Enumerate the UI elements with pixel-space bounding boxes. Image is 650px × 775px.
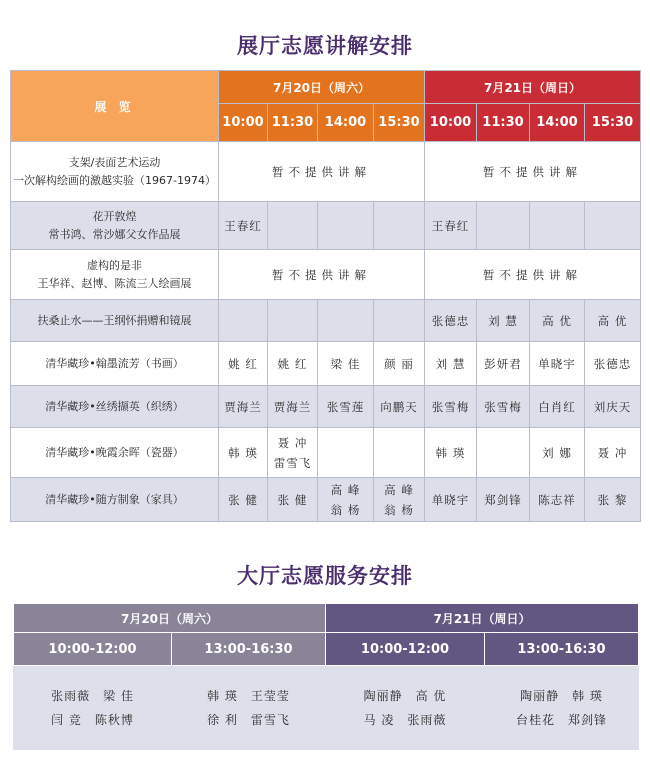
volunteer-name: 颜 丽 xyxy=(384,356,414,371)
no-service-note: 暂不提供讲解 xyxy=(219,142,425,202)
volunteer-name: 张雪莲 xyxy=(326,399,365,414)
volunteer-name: 张 黎 xyxy=(597,492,628,507)
volunteer-cell xyxy=(477,428,530,478)
service-volunteers xyxy=(326,666,485,750)
volunteer-name: 单晓宇 xyxy=(538,356,576,371)
volunteer-name: 雷雪飞 xyxy=(273,455,312,470)
exhibition-name xyxy=(11,300,219,342)
volunteer-cell xyxy=(318,478,374,522)
volunteer-name: 张雪梅 xyxy=(484,399,522,414)
exhibition-name xyxy=(11,250,219,300)
volunteer-cell xyxy=(425,342,477,386)
no-service-note: 暂不提供讲解 xyxy=(425,250,641,300)
volunteer-cell xyxy=(530,342,585,386)
volunteer-cell xyxy=(477,478,530,522)
volunteer-cell xyxy=(374,428,425,478)
schedule-row xyxy=(11,342,641,386)
volunteer-name: 翁 杨 xyxy=(330,502,361,517)
time-header: 10:00 xyxy=(219,104,268,142)
no-service-note: 暂不提供讲解 xyxy=(425,142,641,202)
volunteer-cell xyxy=(530,386,585,428)
schedule-row xyxy=(11,478,641,522)
volunteer-cell xyxy=(318,342,374,386)
volunteer-name: 王春红 xyxy=(431,218,470,233)
service-day2-header: 7月21日（周日） xyxy=(326,604,639,633)
service-title: 大厅志愿服务安排 xyxy=(237,564,413,588)
exhibition-name xyxy=(11,478,219,522)
volunteer-cell xyxy=(318,202,374,250)
volunteer-cell xyxy=(425,478,477,522)
volunteer-cell xyxy=(219,428,268,478)
volunteer-name: 姚 红 xyxy=(277,356,308,371)
exhibition-name xyxy=(11,386,219,428)
volunteer-name: 刘庆天 xyxy=(593,399,632,414)
day1-header: 7月20日（周六） xyxy=(219,71,425,104)
volunteer-line: 陶丽静 高 优 xyxy=(363,688,447,703)
volunteer-cell xyxy=(530,202,585,250)
volunteer-line: 韩 瑛 王莹莹 xyxy=(207,688,290,703)
volunteer-cell xyxy=(318,386,374,428)
volunteer-cell xyxy=(530,478,585,522)
volunteer-cell xyxy=(425,300,477,342)
volunteer-cell xyxy=(318,300,374,342)
no-service-note: 暂不提供讲解 xyxy=(219,250,425,300)
volunteer-cell xyxy=(268,202,318,250)
volunteer-name: 单晓宇 xyxy=(431,492,470,507)
volunteer-name: 王春红 xyxy=(224,218,262,233)
schedule-row xyxy=(11,142,641,202)
volunteer-name: 刘 慧 xyxy=(488,313,518,328)
schedule-row xyxy=(11,428,641,478)
schedule-row xyxy=(11,386,641,428)
schedule-row xyxy=(11,300,641,342)
exhibition-name xyxy=(11,428,219,478)
service-volunteers xyxy=(485,666,639,750)
time-header: 15:30 xyxy=(374,104,425,142)
exhibition-header: 展 览 xyxy=(11,71,219,142)
volunteer-line: 张雨薇 梁 佳 xyxy=(51,688,134,703)
volunteer-cell xyxy=(585,386,641,428)
volunteer-cell xyxy=(268,300,318,342)
volunteer-name: 贾海兰 xyxy=(273,399,312,414)
volunteer-name: 刘 娜 xyxy=(542,445,572,460)
volunteer-cell xyxy=(268,428,318,478)
exhibition-name xyxy=(11,202,219,250)
volunteer-cell xyxy=(585,478,641,522)
volunteer-cell xyxy=(477,342,530,386)
volunteer-cell xyxy=(477,300,530,342)
volunteer-cell xyxy=(530,428,585,478)
exhibition-name xyxy=(11,142,219,202)
volunteer-name: 彭妍君 xyxy=(484,356,522,371)
exhibition-line: 支架/表面艺术运动 xyxy=(68,155,161,169)
volunteer-name: 张德忠 xyxy=(593,356,632,371)
volunteer-line: 陶丽静 韩 瑛 xyxy=(520,688,603,703)
volunteer-name: 聂 冲 xyxy=(277,435,308,450)
volunteer-cell xyxy=(374,342,425,386)
volunteer-name: 姚 红 xyxy=(228,356,258,371)
volunteer-cell xyxy=(374,202,425,250)
docent-schedule-table xyxy=(10,70,641,522)
volunteer-cell xyxy=(374,300,425,342)
exhibition-name xyxy=(11,342,219,386)
volunteer-name: 高 峰 xyxy=(330,482,361,497)
volunteer-cell xyxy=(477,202,530,250)
volunteer-cell xyxy=(585,202,641,250)
volunteer-name: 贾海兰 xyxy=(224,399,262,414)
volunteer-cell xyxy=(585,428,641,478)
volunteer-line: 台桂花 郑剑锋 xyxy=(515,712,607,727)
volunteer-name: 聂 冲 xyxy=(597,445,628,460)
volunteer-name: 张雪梅 xyxy=(431,399,470,414)
volunteer-name: 张 健 xyxy=(228,492,258,507)
volunteer-name: 高 优 xyxy=(542,313,572,328)
volunteer-line: 徐 利 雷雪飞 xyxy=(207,712,290,727)
exhibition-line: 清华藏珍•随方制象（家具） xyxy=(45,492,184,506)
exhibition-line: 清华藏珍•丝绣撷英（织绣） xyxy=(45,399,184,413)
time-header: 15:30 xyxy=(585,104,641,142)
time-header: 14:00 xyxy=(530,104,585,142)
volunteer-name: 陈志祥 xyxy=(538,492,576,507)
exhibition-line: 一次解构绘画的激越实验（1967-1974） xyxy=(13,173,216,187)
volunteer-line: 闫 竞 陈秋博 xyxy=(51,712,134,727)
volunteer-name: 向鹏天 xyxy=(380,399,418,414)
exhibition-line: 花开敦煌 xyxy=(92,209,137,223)
volunteer-cell xyxy=(425,386,477,428)
service-slot: 13:00-16:30 xyxy=(172,633,326,666)
exhibition-line: 清华藏珍•翰墨流芳（书画） xyxy=(45,356,184,370)
exhibition-line: 扶桑止水——王纲怀捐赠和镜展 xyxy=(37,313,192,327)
volunteer-name: 韩 瑛 xyxy=(228,445,258,460)
exhibition-line: 清华藏珍•晚霞余晖（瓷器） xyxy=(45,445,184,459)
schedule-title: 展厅志愿讲解安排 xyxy=(237,34,413,58)
volunteer-name: 刘 慧 xyxy=(435,356,466,371)
volunteer-cell xyxy=(219,342,268,386)
volunteer-name: 翁 杨 xyxy=(384,502,414,517)
schedule-row xyxy=(11,250,641,300)
volunteer-cell xyxy=(425,202,477,250)
volunteer-cell xyxy=(219,300,268,342)
exhibition-line: 王华祥、赵博、陈流三人绘画展 xyxy=(37,276,192,290)
time-header: 14:00 xyxy=(318,104,374,142)
volunteer-line: 马 凌 张雨薇 xyxy=(363,712,447,727)
service-slot: 10:00-12:00 xyxy=(14,633,172,666)
volunteer-cell xyxy=(219,202,268,250)
volunteer-name: 白肖红 xyxy=(538,399,576,414)
hall-service-table xyxy=(13,603,639,750)
volunteer-cell xyxy=(530,300,585,342)
volunteer-cell xyxy=(477,386,530,428)
volunteer-cell xyxy=(374,478,425,522)
volunteer-name: 高 优 xyxy=(597,313,628,328)
volunteer-cell xyxy=(585,342,641,386)
volunteer-cell xyxy=(425,428,477,478)
volunteer-cell xyxy=(318,428,374,478)
exhibition-line: 常书鸿、常沙娜父女作品展 xyxy=(48,227,181,241)
volunteer-cell xyxy=(219,386,268,428)
time-header: 11:30 xyxy=(477,104,530,142)
day2-header: 7月21日（周日） xyxy=(425,71,641,104)
volunteer-cell xyxy=(268,478,318,522)
service-volunteers xyxy=(14,666,172,750)
volunteer-name: 郑剑锋 xyxy=(484,492,522,507)
volunteer-cell xyxy=(585,300,641,342)
exhibition-line: 虚构的是非 xyxy=(87,258,142,272)
volunteer-name: 张德忠 xyxy=(431,313,470,328)
volunteer-name: 张 健 xyxy=(277,492,308,507)
service-slot: 13:00-16:30 xyxy=(485,633,639,666)
service-day1-header: 7月20日（周六） xyxy=(14,604,326,633)
volunteer-name: 韩 瑛 xyxy=(435,445,466,460)
time-header: 11:30 xyxy=(268,104,318,142)
volunteer-name: 高 峰 xyxy=(384,482,414,497)
schedule-row xyxy=(11,202,641,250)
time-header: 10:00 xyxy=(425,104,477,142)
volunteer-cell xyxy=(219,478,268,522)
volunteer-cell xyxy=(268,342,318,386)
volunteer-name: 梁 佳 xyxy=(330,356,361,371)
volunteer-cell xyxy=(268,386,318,428)
service-volunteers xyxy=(172,666,326,750)
service-slot: 10:00-12:00 xyxy=(326,633,485,666)
volunteer-cell xyxy=(374,386,425,428)
